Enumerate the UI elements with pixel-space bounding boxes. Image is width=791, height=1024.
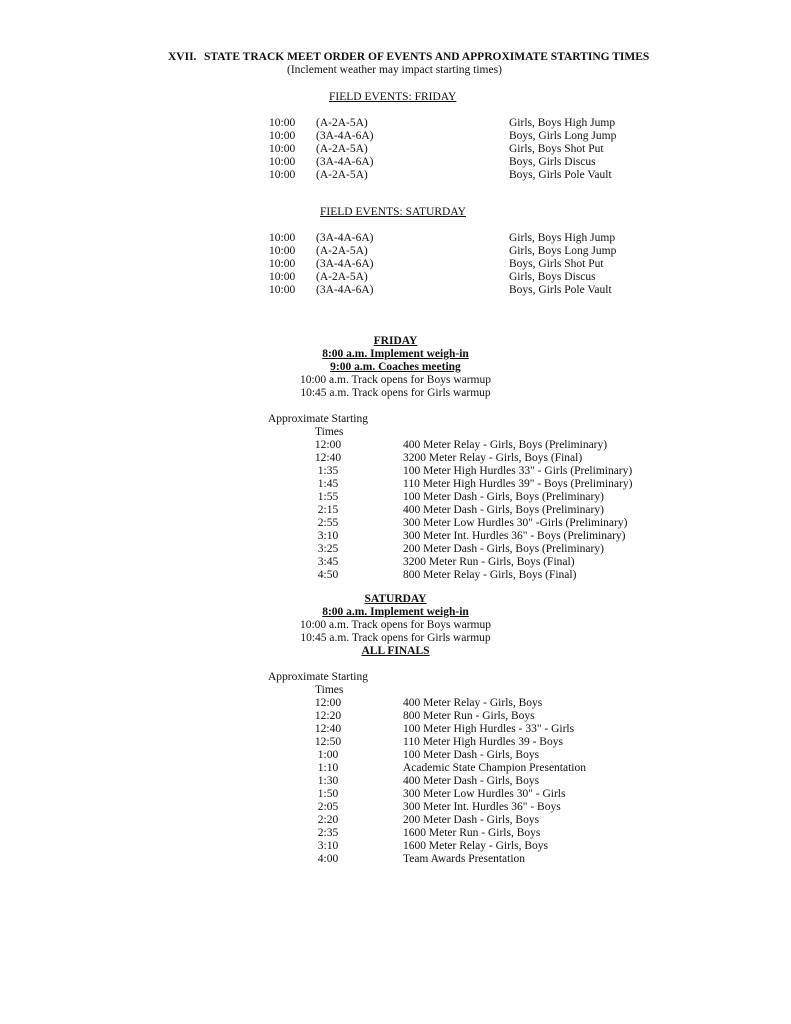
friday-weigh-in: 8:00 a.m. Implement weigh-in xyxy=(322,348,469,360)
time-cell: 1:35 xyxy=(317,465,339,477)
saturday-heading: SATURDAY xyxy=(364,593,427,605)
table-row xyxy=(0,814,791,827)
event-cell: 300 Meter Int. Hurdles 36" - Boys xyxy=(403,801,561,813)
saturday-approx-label: Approximate Starting xyxy=(268,671,368,683)
friday-coaches-meeting: 9:00 a.m. Coaches meeting xyxy=(330,361,461,373)
event-cell: Team Awards Presentation xyxy=(403,853,526,865)
table-row xyxy=(0,156,791,169)
event-cell: 3200 Meter Run - Girls, Boys (Final) xyxy=(403,556,575,568)
event-cell: 300 Meter Int. Hurdles 36" - Boys (Preliminary) xyxy=(403,530,626,542)
table-row xyxy=(0,775,791,788)
table-row xyxy=(0,271,791,284)
event-cell: 400 Meter Relay - Girls, Boys xyxy=(403,697,543,709)
event-cell: 110 Meter High Hurdles 39 - Boys xyxy=(403,736,563,748)
classes-cell: (3A-4A-6A) xyxy=(316,130,374,142)
friday-approx-label: Approximate Starting xyxy=(268,413,368,425)
table-row xyxy=(0,478,791,491)
table-row xyxy=(0,840,791,853)
friday-times-label: Times xyxy=(315,426,344,438)
table-row xyxy=(0,465,791,478)
table-row xyxy=(0,169,791,182)
page-title: STATE TRACK MEET ORDER OF EVENTS AND APPROXIMATE STARTING TIMES xyxy=(204,51,650,63)
event-cell: 110 Meter High Hurdles 39" - Boys (Preliminary) xyxy=(403,478,633,490)
time-cell: 10:00 xyxy=(269,130,296,142)
event-cell: Boys, Girls Long Jump xyxy=(509,130,617,142)
time-cell: 10:00 xyxy=(269,271,296,283)
time-cell: 10:00 xyxy=(269,232,296,244)
time-cell: 12:40 xyxy=(314,723,342,735)
classes-cell: (A-2A-5A) xyxy=(316,245,368,257)
event-cell: Girls, Boys Discus xyxy=(509,271,596,283)
event-cell: Girls, Boys High Jump xyxy=(509,232,616,244)
section-number: XVII. xyxy=(168,51,197,63)
field-events-friday-heading: FIELD EVENTS: FRIDAY xyxy=(329,91,457,103)
event-cell: 800 Meter Relay - Girls, Boys (Final) xyxy=(403,569,577,581)
saturday-times-label: Times xyxy=(315,684,344,696)
table-row xyxy=(0,117,791,130)
time-cell: 2:05 xyxy=(317,801,339,813)
classes-cell: (A-2A-5A) xyxy=(316,143,368,155)
time-cell: 1:45 xyxy=(317,478,339,490)
table-row xyxy=(0,258,791,271)
field-events-saturday-heading: FIELD EVENTS: SATURDAY xyxy=(320,206,466,218)
time-cell: 10:00 xyxy=(269,284,296,296)
time-cell: 3:10 xyxy=(317,840,339,852)
event-cell: Girls, Boys High Jump xyxy=(509,117,616,129)
friday-girls-warmup: 10:45 a.m. Track opens for Girls warmup xyxy=(300,387,491,399)
table-row xyxy=(0,801,791,814)
table-row xyxy=(0,569,791,582)
table-row xyxy=(0,556,791,569)
time-cell: 4:00 xyxy=(317,853,339,865)
table-row xyxy=(0,504,791,517)
event-cell: 100 Meter Dash - Girls, Boys (Preliminary) xyxy=(403,491,604,503)
table-row xyxy=(0,130,791,143)
time-cell: 3:10 xyxy=(317,530,339,542)
time-cell: 2:55 xyxy=(317,517,339,529)
table-row xyxy=(0,439,791,452)
time-cell: 12:50 xyxy=(314,736,342,748)
time-cell: 1:55 xyxy=(317,491,339,503)
table-row xyxy=(0,710,791,723)
time-cell: 1:30 xyxy=(317,775,339,787)
friday-heading: FRIDAY xyxy=(373,335,418,347)
friday-boys-warmup: 10:00 a.m. Track opens for Boys warmup xyxy=(299,374,491,386)
event-cell: 400 Meter Dash - Girls, Boys xyxy=(403,775,540,787)
time-cell: 12:20 xyxy=(314,710,342,722)
event-cell: Boys, Girls Shot Put xyxy=(509,258,604,270)
event-cell: Boys, Girls Pole Vault xyxy=(509,284,612,296)
time-cell: 10:00 xyxy=(269,258,296,270)
table-row xyxy=(0,827,791,840)
event-cell: 200 Meter Dash - Girls, Boys (Preliminary) xyxy=(403,543,604,555)
event-cell: 3200 Meter Relay - Girls, Boys (Final) xyxy=(403,452,583,464)
classes-cell: (3A-4A-6A) xyxy=(316,284,374,296)
event-cell: Boys, Girls Pole Vault xyxy=(509,169,612,181)
event-cell: Academic State Champion Presentation xyxy=(403,762,586,774)
table-row xyxy=(0,762,791,775)
table-row xyxy=(0,517,791,530)
time-cell: 1:50 xyxy=(317,788,339,800)
time-cell: 10:00 xyxy=(269,245,296,257)
event-cell: 800 Meter Run - Girls, Boys xyxy=(403,710,535,722)
time-cell: 2:35 xyxy=(317,827,339,839)
classes-cell: (3A-4A-6A) xyxy=(316,156,374,168)
time-cell: 2:20 xyxy=(317,814,339,826)
event-cell: 400 Meter Dash - Girls, Boys (Preliminary) xyxy=(403,504,604,516)
classes-cell: (A-2A-5A) xyxy=(316,169,368,181)
time-cell: 3:25 xyxy=(317,543,339,555)
saturday-boys-warmup: 10:00 a.m. Track opens for Boys warmup xyxy=(299,619,491,631)
table-row xyxy=(0,697,791,710)
time-cell: 10:00 xyxy=(269,156,296,168)
event-cell: Girls, Boys Shot Put xyxy=(509,143,604,155)
table-row xyxy=(0,853,791,866)
event-cell: Girls, Boys Long Jump xyxy=(509,245,617,257)
table-row xyxy=(0,245,791,258)
classes-cell: (A-2A-5A) xyxy=(316,117,368,129)
time-cell: 1:00 xyxy=(317,749,339,761)
saturday-weigh-in: 8:00 a.m. Implement weigh-in xyxy=(322,606,469,618)
classes-cell: (3A-4A-6A) xyxy=(316,258,374,270)
table-row xyxy=(0,452,791,465)
event-cell: 200 Meter Dash - Girls, Boys xyxy=(403,814,540,826)
time-cell: 1:10 xyxy=(317,762,339,774)
table-row xyxy=(0,736,791,749)
event-cell: Boys, Girls Discus xyxy=(509,156,596,168)
table-row xyxy=(0,284,791,297)
event-cell: 100 Meter High Hurdles - 33" - Girls xyxy=(403,723,575,735)
table-row xyxy=(0,788,791,801)
event-cell: 1600 Meter Relay - Girls, Boys xyxy=(403,840,549,852)
time-cell: 3:45 xyxy=(317,556,339,568)
table-row xyxy=(0,543,791,556)
time-cell: 12:40 xyxy=(314,452,342,464)
time-cell: 10:00 xyxy=(269,143,296,155)
time-cell: 10:00 xyxy=(269,169,296,181)
event-cell: 1600 Meter Run - Girls, Boys xyxy=(403,827,541,839)
table-row xyxy=(0,749,791,762)
event-cell: 300 Meter Low Hurdles 30" - Girls xyxy=(403,788,566,800)
time-cell: 12:00 xyxy=(314,697,342,709)
table-row xyxy=(0,232,791,245)
table-row xyxy=(0,530,791,543)
event-cell: 100 Meter Dash - Girls, Boys xyxy=(403,749,540,761)
table-row xyxy=(0,723,791,736)
classes-cell: (A-2A-5A) xyxy=(316,271,368,283)
time-cell: 10:00 xyxy=(269,117,296,129)
time-cell: 4:50 xyxy=(317,569,339,581)
page-subtitle: (Inclement weather may impact starting times) xyxy=(287,64,502,76)
time-cell: 12:00 xyxy=(314,439,342,451)
table-row xyxy=(0,491,791,504)
event-cell: 300 Meter Low Hurdles 30" -Girls (Preliminary) xyxy=(403,517,628,529)
event-cell: 100 Meter High Hurdles 33" - Girls (Preliminary) xyxy=(403,465,633,477)
saturday-girls-warmup: 10:45 a.m. Track opens for Girls warmup xyxy=(300,632,491,644)
classes-cell: (3A-4A-6A) xyxy=(316,232,374,244)
event-cell: 400 Meter Relay - Girls, Boys (Preliminary) xyxy=(403,439,608,451)
table-row xyxy=(0,143,791,156)
time-cell: 2:15 xyxy=(317,504,339,516)
all-finals-heading: ALL FINALS xyxy=(361,645,430,657)
